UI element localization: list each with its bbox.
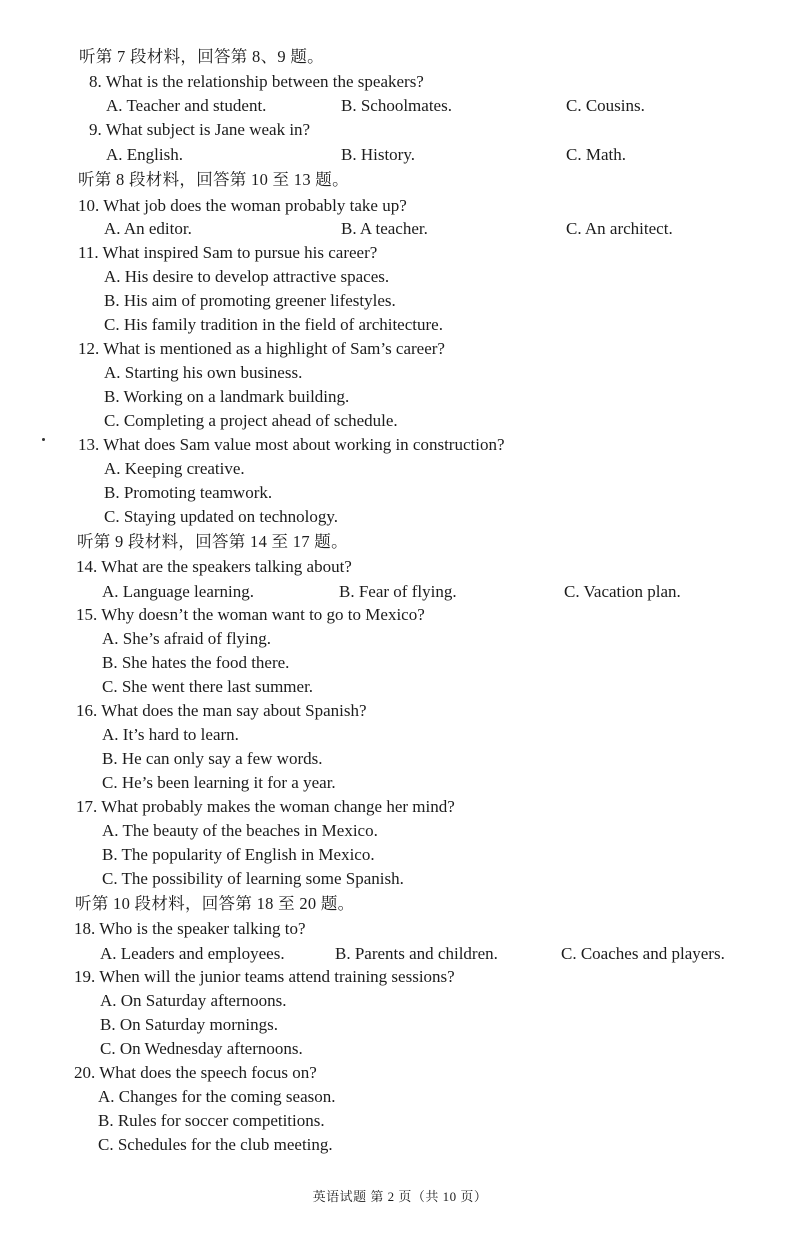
question-15-stem: 15. Why doesn’t the woman want to go to Mexico? [76,605,425,624]
section-heading-10: 听第 10 段材料，回答第 18 至 20 题。 [75,894,355,913]
question-15-option-b: B. She hates the food there. [102,653,290,672]
question-9-stem: 9. What subject is Jane weak in? [89,120,311,139]
question-13-option-c: C. Staying updated on technology. [104,507,339,526]
question-19-option-c: C. On Wednesday afternoons. [100,1039,303,1058]
question-10-option-b: B. A teacher. [341,219,428,238]
question-8-option-c: C. Cousins. [566,96,645,115]
question-13-option-b: B. Promoting teamwork. [104,483,273,502]
question-11-option-a: A. His desire to develop attractive spaces. [104,267,390,286]
question-11-stem: 11. What inspired Sam to pursue his career? [78,243,378,262]
question-19-option-b: B. On Saturday mornings. [100,1015,279,1034]
question-9-option-a: A. English. [106,145,183,164]
question-14-option-b: B. Fear of flying. [339,582,457,601]
question-13-stem: 13. What does Sam value most about working in construction? [78,435,505,454]
question-12-stem: 12. What is mentioned as a highlight of Sam’s career? [78,339,445,358]
question-18-option-b: B. Parents and children. [335,944,498,963]
question-8-stem: 8. What is the relationship between the speakers? [89,72,424,91]
question-16-option-c: C. He’s been learning it for a year. [102,773,336,792]
question-17-stem: 17. What probably makes the woman change her mind? [76,797,455,816]
question-20-option-c: C. Schedules for the club meeting. [98,1135,333,1154]
question-16-option-b: B. He can only say a few words. [102,749,323,768]
question-10-stem: 10. What job does the woman probably take up? [78,196,407,215]
question-19-stem: 19. When will the junior teams attend training sessions? [74,967,455,986]
scan-speck [42,438,45,441]
section-heading-7: 听第 7 段材料，回答第 8、9 题。 [79,47,324,66]
question-11-option-c: C. His family tradition in the field of architecture. [104,315,443,334]
question-19-option-a: A. On Saturday afternoons. [100,991,287,1010]
question-12-option-c: C. Completing a project ahead of schedule. [104,411,398,430]
question-16-option-a: A. It’s hard to learn. [102,725,239,744]
question-18-option-a: A. Leaders and employees. [100,944,285,963]
question-16-stem: 16. What does the man say about Spanish? [76,701,367,720]
question-20-option-b: B. Rules for soccer competitions. [98,1111,325,1130]
question-15-option-c: C. She went there last summer. [102,677,314,696]
section-heading-8: 听第 8 段材料，回答第 10 至 13 题。 [78,170,349,189]
question-18-option-c: C. Coaches and players. [561,944,725,963]
question-12-option-b: B. Working on a landmark building. [104,387,350,406]
question-14-stem: 14. What are the speakers talking about? [76,557,352,576]
question-14-option-a: A. Language learning. [102,582,254,601]
question-14-option-c: C. Vacation plan. [564,582,681,601]
question-13-option-a: A. Keeping creative. [104,459,245,478]
question-17-option-b: B. The popularity of English in Mexico. [102,845,375,864]
question-20-option-a: A. Changes for the coming season. [98,1087,336,1106]
question-20-stem: 20. What does the speech focus on? [74,1063,317,1082]
question-9-option-c: C. Math. [566,145,626,164]
page-footer: 英语试题 第 2 页（共 10 页） [312,1189,488,1204]
question-15-option-a: A. She’s afraid of flying. [102,629,272,648]
question-17-option-c: C. The possibility of learning some Spanish. [102,869,404,888]
question-11-option-b: B. His aim of promoting greener lifestyles. [104,291,396,310]
section-heading-9: 听第 9 段材料，回答第 14 至 17 题。 [77,532,348,551]
question-10-option-c: C. An architect. [566,219,673,238]
question-17-option-a: A. The beauty of the beaches in Mexico. [102,821,378,840]
question-12-option-a: A. Starting his own business. [104,363,303,382]
question-10-option-a: A. An editor. [104,219,192,238]
question-8-option-a: A. Teacher and student. [106,96,267,115]
question-18-stem: 18. Who is the speaker talking to? [74,919,306,938]
question-9-option-b: B. History. [341,145,415,164]
question-8-option-b: B. Schoolmates. [341,96,452,115]
